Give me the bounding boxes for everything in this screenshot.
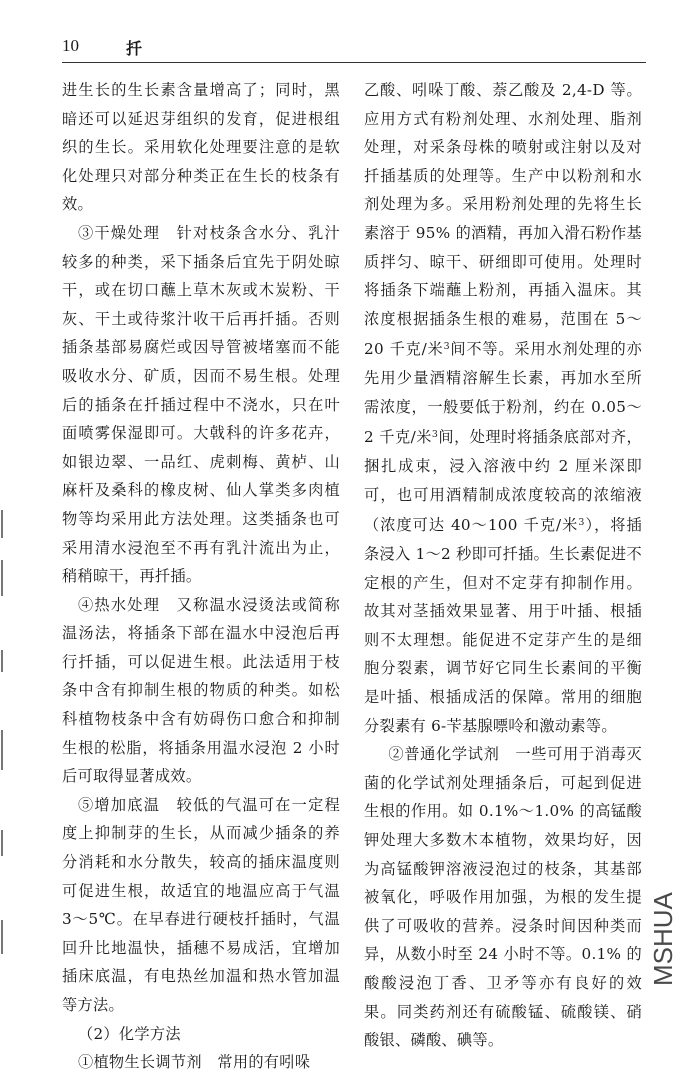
paragraph: 乙酸、吲哚丁酸、萘乙酸及 2,4-D 等。应用方式有粉剂处理、水剂处理、脂剂处理，对采条母株的喷射或注射以及对扦插基质的处理等。生产中以粉剂和水剂处理为多。采用粉剂处理的先将生长素溶于 95% 的酒精，再加入滑石粉作基质拌匀、晾干、研细即可使用。处理时将插条下端蘸上粉剂，再插入温床。其浓度根据插条生根的难易，范围在 5～20 千克/米$^3$间不等。采用水剂处理的亦先用少量酒精溶解生长素，再加水至所需浓度，一般要低于粉剂，约在 0.05～2 千克/米$^3$间，处理时将插条底部对齐，捆扎成束，浸入溶液中约 2 厘米深即可，也可用酒精制成浓度较高的浓缩液（浓度可达 40～100 千克/米$^3$），将插条浸入 1～2 秒即可扦插。生长素促进不定根的产生，但对不定芽有抑制作用。故其对茎插效果显著、用于叶插、根插则不太理想。能促进不定芽产生的是细胞分裂素，调节好它同生长素间的平衡是叶插、根插成活的保障。常用的细胞分裂素有 6-苄基腺嘌呤和激动素等。 <box>364 81 643 735</box>
paragraph: ④热水处理 又称温水浸烫法或简称温汤法，将插条下部在温水中浸泡后再行扦插，可以促进生根。此法适用于枝条中含有抑制生根的物质的种类。如松科植物枝条中含有妨碍伤口愈合和抑制生根的松脂，将插条用温水浸泡 2 小时后可取得显著成效。 <box>62 595 340 786</box>
header-rule <box>62 62 646 63</box>
paragraph: （2）化学方法 <box>77 1024 181 1043</box>
scan-mark <box>1 830 3 856</box>
page-number: 10 <box>62 36 79 55</box>
watermark-logo <box>648 878 678 988</box>
left-column <box>62 76 340 1077</box>
scan-edge-marks <box>0 500 4 980</box>
scan-mark <box>1 730 3 770</box>
running-title: 扦 <box>126 39 143 58</box>
right-column <box>364 76 642 1055</box>
paragraph: 进生长的生长素含量增高了；同时，黑暗还可以延迟芽组织的发育，促进根组织的生长。采用软化处理要注意的是软化处理只对部分种类正在生长的枝条有效。 <box>62 81 340 214</box>
paragraph: ⑤增加底温 较低的气温可在一定程度上抑制芽的生长，从而减少插条的养分消耗和水分散失，较高的插床温度则可促进生根，故适宜的地温应高于气温 3～5℃。在早春进行硬枝扦插时，气温回升比地温快，插穗不易成活，宜增加插床底温，有电热丝加温和热水管加温等方法。 <box>62 795 340 1014</box>
watermark <box>648 878 678 988</box>
scan-mark <box>1 650 3 672</box>
paragraph: ②普通化学试剂 一些可用于消毒灭菌的化学试剂处理插条后，可起到促进生根的作用。如 0.1%～1.0% 的高锰酸钾处理大多数木本植物，效果均好，因为高锰酸钾溶液浸泡过的枝条，其基部被氧化，呼吸作用加强，为根的发生提供了可吸收的营养。浸条时间因种类而异，从数小时至 24 小时不等。0.1% 的酸酸浸泡丁香、卫矛等亦有良好的效果。同类药剂还有硫酸锰、硫酸镁、硝酸银、磷酸、碘等。 <box>364 745 642 1050</box>
paragraph: ③干燥处理 针对枝条含水分、乳汁较多的种类，采下插条后宜先于阴处晾干，或在切口蘸上草木灰或木炭粉、干灰、干土或待浆汁收干后再扦插。否则插条基部易腐烂或因导管被堵塞而不能吸收水分、矿质，因而不易生根。处理后的插条在扦插过程中不浇水，只在叶面喷雾保湿即可。大戟科的许多花卉，如银边翠、一品红、虎刺梅、黄栌、山麻杆及桑科的橡皮树、仙人掌类多肉植物等均采用此方法处理。这类插条也可采用清水浸泡至不再有乳汁流出为止，稍稍晾干，再扦插。 <box>62 223 340 586</box>
watermark-text: MSHUA <box>648 892 678 986</box>
scan-mark <box>1 560 3 596</box>
page-header <box>62 36 646 60</box>
scan-mark <box>1 510 3 538</box>
paragraph: ①植物生长调节剂 常用的有吲哚 <box>77 1053 311 1072</box>
scan-mark <box>1 920 3 954</box>
